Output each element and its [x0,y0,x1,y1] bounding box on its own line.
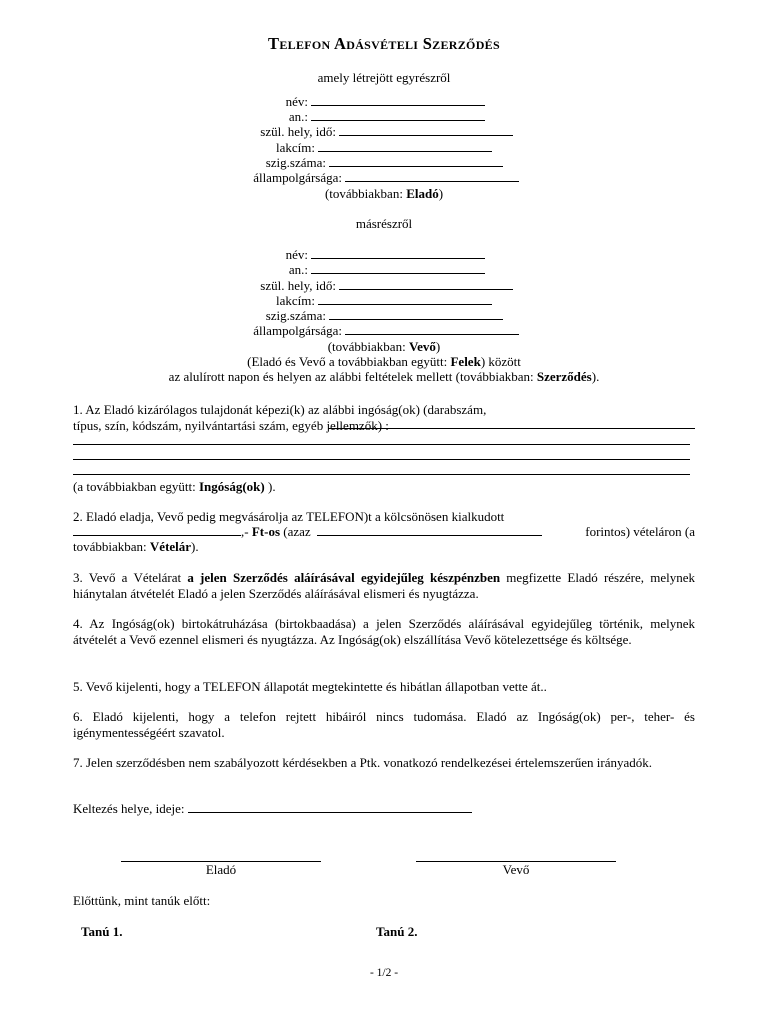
blank-line [318,293,492,305]
field-label: név: [285,247,308,262]
blank-line [339,124,513,136]
clause-1: 1. Az Eladó kizárólagos tulajdonát képezi(k) az alábbi ingóság(ok) (darabszám, típus, szín, kódszám, nyilvántartási szám, egyéb jellemzők) : [73,402,487,433]
seller-mother-field[interactable] [250,109,485,124]
field-label: szül. hely, idő: [260,278,336,293]
middle-text: másrészről [355,216,413,231]
field-label: lakcím: [276,293,315,308]
witness-2-label: Tanú 2. [376,924,418,939]
blank-line [318,140,492,152]
document-title: Telefon Adásvételi Szerződés [268,34,500,53]
seller-birth-field[interactable] [250,124,513,139]
parties-definition: (Eladó és Vevő a továbbiakban együtt: Felek) között [247,354,521,369]
field-label: név: [285,94,308,109]
blank-line [345,170,519,182]
blank-line [311,247,485,259]
page-number: - 1/2 - [369,967,399,979]
field-label: szig.száma: [265,308,326,323]
buyer-birth-field[interactable] [250,278,513,293]
buyer-signature-label: Vevő [502,862,530,877]
field-label: an.: [288,109,308,124]
field-label: lakcím: [276,140,315,155]
price-words-blank[interactable] [317,524,542,536]
seller-signature-label: Eladó [205,862,237,877]
witness-1-label: Tanú 1. [81,924,123,939]
blank-line [329,308,503,320]
blank-line [345,323,519,335]
intro-text: amely létrejött egyrészről [317,70,451,85]
price-definition: továbbiakban: Vételár). [73,539,199,554]
clause-3: 3. Vevő a Vételárat a jelen Szerződés aláírásával egyidejűleg készpénzben megfizette Eladó részére, melynek hiánytalan átvételét Eladó a jelen Szerződés aláírásával elismeri és nyugtázza. [73,570,695,601]
field-label: szig.száma: [265,155,326,170]
field-label: szül. hely, idő: [260,124,336,139]
buyer-name-field[interactable] [250,247,485,262]
date-place-field[interactable] [73,801,472,816]
clause-6: 6. Eladó kijelenti, hogy a telefon rejtett hibáiról nincs tudomása. Eladó az Ingóság(ok) per-, teher- és igénymentességéért szavatol. [73,709,695,740]
item-description-line[interactable] [73,459,690,460]
seller-address-field[interactable] [250,140,492,155]
item-description-line[interactable] [73,474,690,475]
contract-definition: az alulírott napon és helyen az alábbi feltételek mellett (továbbiakban: Szerződés). [168,369,600,384]
clause-2-line-1: 2. Eladó eladja, Vevő pedig megvásárolja az TELEFON)t a kölcsönösen kialkudott [73,509,505,524]
buyer-address-field[interactable] [250,293,492,308]
item-description-line[interactable] [328,428,695,429]
field-label: an.: [288,262,308,277]
seller-id-field[interactable] [250,155,503,170]
seller-name-field[interactable] [250,94,485,109]
blank-line [311,94,485,106]
price-blank[interactable] [73,524,241,536]
clause-2-line-2: ,- Ft-os (azaz forintos) vételáron (a [73,524,695,539]
clause-7: 7. Jelen szerződésben nem szabályozott kérdésekben a Ptk. vonatkozó rendelkezései értelemszerűen irányadók. [73,755,652,770]
blank-line [329,155,503,167]
buyer-mother-field[interactable] [250,262,485,277]
blank-line [339,278,513,290]
clause-5: 5. Vevő kijelenti, hogy a TELEFON állapotát megtekintette és hibátlan állapotban vette át.. [73,679,547,694]
buyer-id-field[interactable] [250,308,503,323]
date-place-label: Keltezés helye, ideje: [73,801,185,816]
seller-citizenship-field[interactable] [246,170,519,185]
clause-4: 4. Az Ingóság(ok) birtokátruházása (birtokbaadása) a jelen Szerződés aláírásával egyidejűleg történik, melynek átvételét a Vevő ezennel elismeri és nyugtázza. Az Ingóság(ok) elszállítása Vevő kötelezettsége és költsége. [73,616,695,647]
date-place-blank[interactable] [188,801,472,813]
blank-line [311,262,485,274]
goods-definition: (a továbbiakban együtt: Ingóság(ok) ). [73,479,276,494]
buyer-role: (továbbiakban: Vevő) [327,339,441,354]
field-label: állampolgársága: [253,323,342,338]
item-description-line[interactable] [73,444,690,445]
field-label: állampolgársága: [253,170,342,185]
seller-role: (továbbiakban: Eladó) [324,186,444,201]
buyer-citizenship-field[interactable] [246,323,519,338]
blank-line [311,109,485,121]
witness-intro: Előttünk, mint tanúk előtt: [73,893,211,908]
